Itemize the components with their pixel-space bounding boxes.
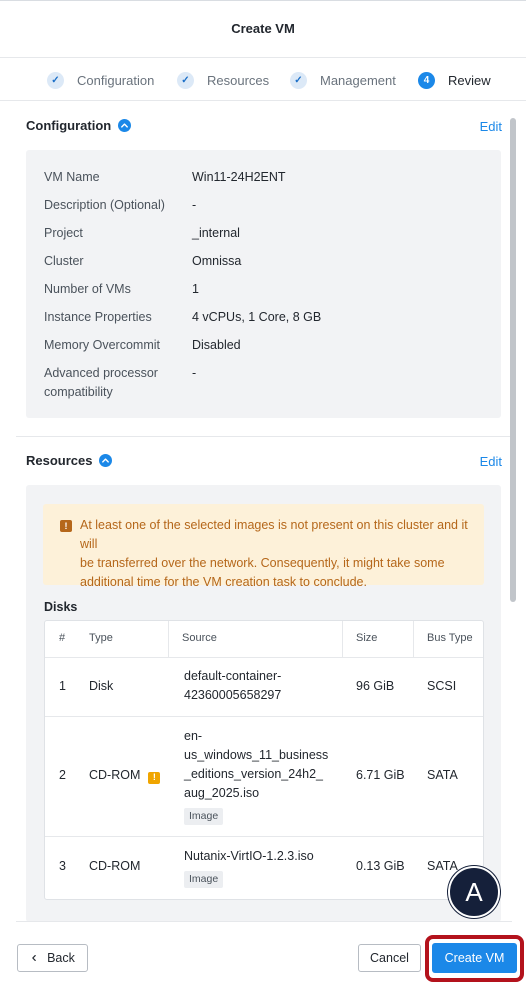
chevron-up-icon[interactable] (118, 119, 131, 132)
image-transfer-warning (43, 504, 484, 589)
resources-section-header[interactable] (26, 453, 112, 468)
row-divider (45, 657, 484, 658)
warning-icon: ! (60, 520, 72, 532)
vm-count-value: 1 (192, 282, 199, 296)
column-divider (168, 621, 169, 657)
processor-compatibility-value: - (192, 366, 197, 380)
step-configuration[interactable] (47, 70, 154, 90)
disks-label: Disks (44, 600, 78, 614)
warning-text: At least one of the selected images is not present on this cluster and it will be transferred over the network. Consequently, it might take some additional time for the VM creation task to conclude. (80, 518, 468, 589)
configuration-summary (26, 150, 501, 418)
chevron-left-icon (30, 954, 38, 962)
resources-summary (26, 485, 501, 922)
section-title: Resources (26, 453, 93, 468)
step-resources[interactable] (177, 70, 269, 90)
step-label: Management (320, 72, 396, 88)
field-label: Advanced processor (44, 366, 158, 380)
field-label: Memory Overcommit (44, 338, 160, 352)
review-content (0, 102, 526, 922)
description-value: - (192, 198, 197, 212)
image-tag: Image (184, 871, 223, 888)
check-icon: ✓ (177, 72, 194, 89)
row-divider (45, 716, 484, 717)
memory-overcommit-value: Disabled (192, 338, 241, 352)
chevron-up-icon[interactable] (99, 454, 112, 467)
field-label: Instance Properties (44, 310, 152, 324)
column-header: Bus Type (427, 632, 473, 644)
callout-marker: A (448, 866, 500, 918)
cancel-button[interactable]: Cancel (358, 944, 421, 972)
section-divider (16, 436, 512, 437)
back-button[interactable]: Back (17, 944, 88, 972)
dialog-title: Create VM (231, 21, 295, 36)
column-header: Type (89, 632, 113, 644)
disk-source: Nutanix-VirtIO-1.2.3.iso Image (184, 847, 314, 888)
column-divider (342, 621, 343, 657)
wizard-stepper (0, 58, 526, 101)
column-header: Source (182, 632, 217, 644)
cluster-value: Omnissa (192, 254, 242, 268)
field-label: Number of VMs (44, 282, 131, 296)
vm-name-value: Win11-24H2ENT (192, 170, 286, 184)
image-tag: Image (184, 808, 223, 825)
field-label: Description (Optional) (44, 198, 165, 212)
create-vm-button[interactable]: Create VM (432, 943, 517, 973)
step-review[interactable] (418, 70, 491, 90)
field-label: Project (44, 226, 83, 240)
dialog-header (0, 0, 526, 58)
column-header: # (59, 632, 66, 644)
edit-resources-link[interactable]: Edit (479, 454, 502, 469)
footer-divider (16, 921, 512, 922)
field-label-continued: compatibility (44, 385, 113, 399)
check-icon: ✓ (290, 72, 307, 89)
field-label: VM Name (44, 170, 100, 184)
row-divider (45, 836, 484, 837)
step-management[interactable] (290, 70, 396, 90)
column-header: Size (356, 632, 378, 644)
disks-table: # Type Source Size Bus Type 1 Disk default-container- 42360005658297 96 GiB SCSI 2 CD-ROM ! en- us_windows_11_business _editions_version_24h2_ aug_2025.iso Image 6.71 GiB SATA 3 CD-ROM Nutanix-VirtIO-1.2.3.iso Image 0.13 GiB SATA (44, 620, 484, 900)
step-label: Review (448, 72, 491, 88)
step-label: Resources (207, 72, 270, 88)
field-label: Cluster (44, 254, 84, 268)
configuration-section-header[interactable] (26, 118, 131, 133)
disk-source: default-container- 42360005658297 (184, 669, 282, 702)
column-divider (413, 621, 414, 657)
step-label: Configuration (77, 72, 155, 88)
step-number: 4 (418, 72, 435, 89)
section-title: Configuration (26, 118, 112, 133)
warning-icon[interactable]: ! (148, 772, 160, 784)
disk-source: en- us_windows_11_business _editions_version_24h2_ aug_2025.iso Image (184, 727, 328, 825)
edit-configuration-link[interactable]: Edit (479, 119, 502, 134)
check-icon: ✓ (47, 72, 64, 89)
vertical-scrollbar[interactable] (510, 118, 516, 602)
instance-properties-value: 4 vCPUs, 1 Core, 8 GB (192, 310, 322, 324)
project-value: _internal (192, 226, 240, 240)
